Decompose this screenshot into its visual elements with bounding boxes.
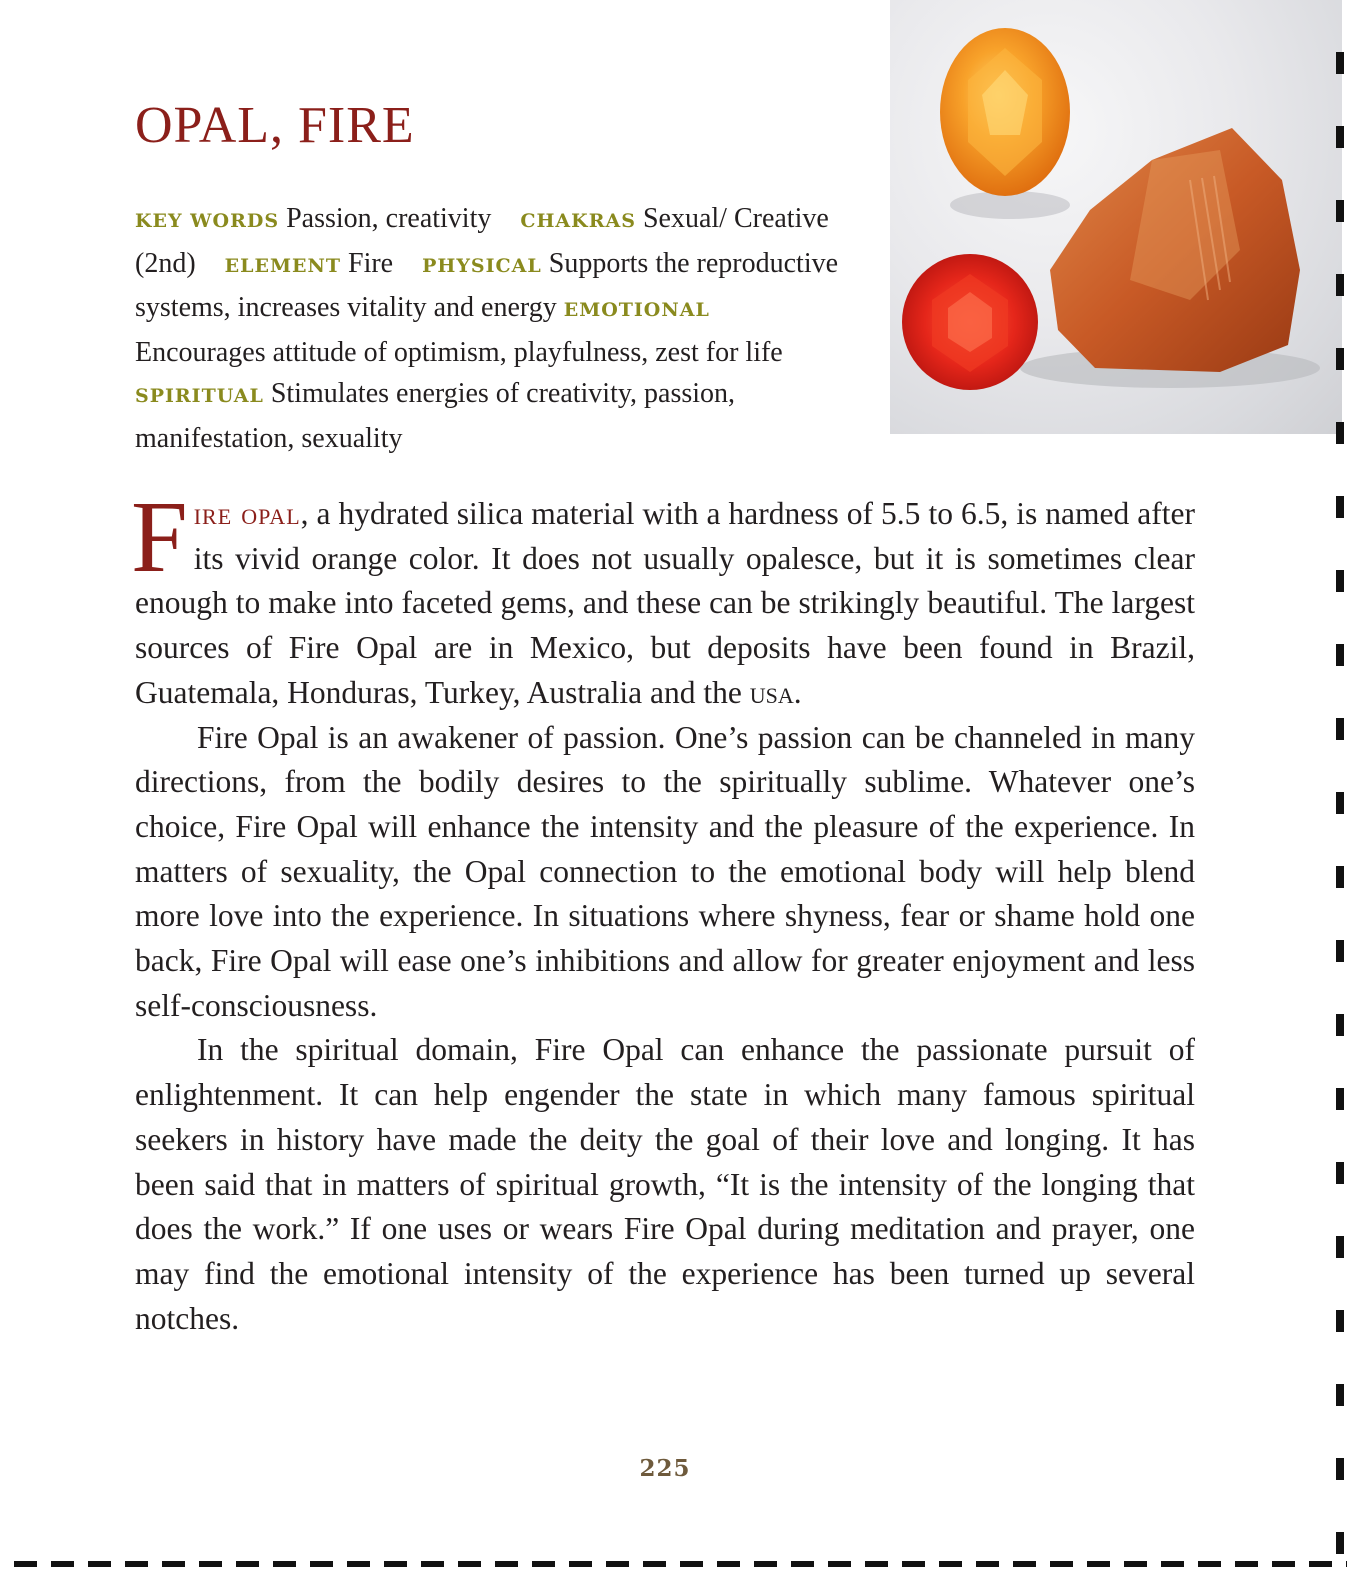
spiritual-value: Stimulates energies of creativity, passion, manifestation, sexuality: [135, 378, 736, 454]
physical-value: Supports the reproductive systems, increases vitality and energy: [135, 247, 839, 323]
physical-label: PHYSICAL: [422, 254, 542, 277]
body-text: [131, 481, 1195, 1341]
paragraph-1-end: .: [793, 674, 802, 710]
page-title: OPAL, FIRE: [135, 97, 415, 154]
spiritual-label: SPIRITUAL: [135, 385, 264, 407]
paragraph-1: [131, 481, 1195, 716]
usa-abbr: usa: [749, 674, 794, 710]
emotional-value: Encourages attitude of optimism, playfulness, zest for life: [135, 336, 783, 368]
element-label: ELEMENT: [224, 254, 341, 277]
emotional-label: EMOTIONAL: [563, 299, 710, 321]
fire-opal-photo: [890, 0, 1342, 434]
chakras-value: Sexual/ Creative (2nd): [135, 203, 829, 279]
attributes-block: [135, 198, 845, 459]
key-words-label: KEY WORDS: [135, 210, 280, 232]
drop-cap: F: [131, 481, 188, 594]
page-number: 225: [639, 1455, 691, 1482]
chakras-label: CHAKRAS: [520, 210, 636, 232]
paragraph-1-text: , a hydrated silica material with a hardness of 5.5 to 6.5, is named after its vivid orange color. It does not usually opalesce, but it is sometimes clear enough to make into faceted gems, and these can be strikingly beautiful. The largest sources of Fire Opal are in Mexico, but deposits have been found in Brazil, Guatemala, Honduras, Turkey, Australia and the: [135, 496, 1195, 710]
lead-in: ire opal: [193, 496, 301, 531]
paragraph-2: Fire Opal is an awakener of passion. One’s passion can be channeled in many directions, from the bodily desires to the spiritually sublime. Whatever one’s choice, Fire Opal will enhance the intensity and the pleasure of the experience. In matters of sexuality, the Opal connection to the emotional body will help blend more love into the experience. In situations where shyness, fear or shame hold one back, Fire Opal will ease one’s inhibitions and allow for greater enjoyment and less self-consciousness.: [135, 719, 1195, 1023]
scan-edge-marks-bottom: [0, 1561, 1347, 1567]
scan-edge-marks-right: [1336, 0, 1344, 1572]
element-value: Fire: [348, 247, 394, 279]
key-words-value: Passion, creativity: [286, 203, 492, 234]
paragraph-3: In the spiritual domain, Fire Opal can enhance the passionate pursuit of enlightenment. It can help engender the state in which many famous spiritual seekers in history have made the deity the goal of their love and longing. It has been said that in matters of spiritual growth, “It is the intensity of the longing that does the work.” If one uses or wears Fire Opal during meditation and prayer, one may find the emotional intensity of the experience has been turned up several notches.: [135, 1032, 1195, 1336]
